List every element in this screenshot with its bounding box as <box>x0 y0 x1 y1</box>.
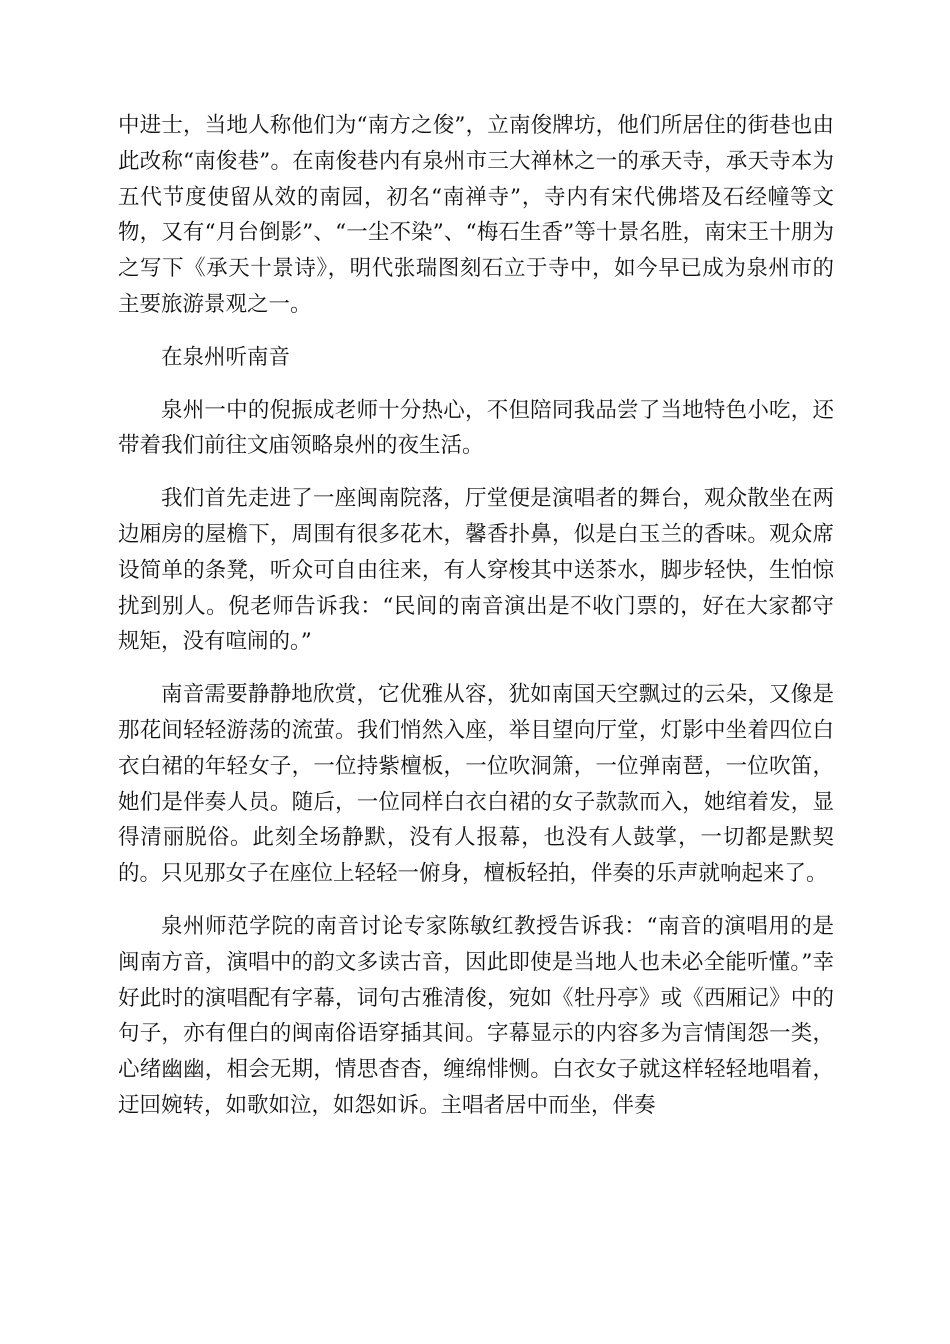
paragraph-chengtian-temple: 中进士，当地人称他们为“南方之俊”，立南俊牌坊，他们所居住的街巷也由此改称“南俊巷”。在南俊巷内有泉州市三大禅林之一的承天寺，承天寺本为五代节度使留从效的南园，初名“南禅寺”，寺内有宋代佛塔及石经幢等文物，又有“月台倒影”、“一尘不染”、“梅石生香”等十景名胜，南宋王十朋为之写下《承天十景诗》，明代张瑞图刻石立于寺中，如今早已成为泉州市的主要旅游景观之一。 <box>118 113 834 317</box>
paragraph-teacher-ni: 泉州一中的倪振成老师十分热心，不但陪同我品尝了当地特色小吃，还带着我们前往文庙领略泉州的夜生活。 <box>118 397 834 459</box>
document-page <box>118 108 834 1141</box>
paragraph-professor-chen: 泉州师范学院的南音讨论专家陈敏红教授告诉我：“南音的演唱用的是闽南方音，演唱中的韵文多读古音，因此即使是当地人也未必全能听懂。”幸好此时的演唱配有字幕，词句古雅清俊，宛如《牡丹亭》或《西厢记》中的句子，亦有俚白的闽南俗语穿插其间。字幕显示的内容多为言情闺怨一类，心绪幽幽，相会无期，情思杳杳，缠绵悱恻。白衣女子就这样轻轻地唱着，迂回婉转，如歌如泣，如怨如诉。主唱者居中而坐，伴奏 <box>118 913 834 1118</box>
paragraph-courtyard: 我们首先走进了一座闽南院落，厅堂便是演唱者的舞台，观众散坐在两边厢房的屋檐下，周围有很多花木，馨香扑鼻，似是白玉兰的香味。观众席设简单的条凳，听众可自由往来，有人穿梭其中送茶水，脚步轻快，生怕惊扰到别人。倪老师告诉我：“民间的南音演出是不收门票的，好在大家都守规矩，没有喧闹的。” <box>118 486 834 655</box>
section-heading: 在泉州听南音 <box>161 344 291 370</box>
paragraph-performance: 南音需要静静地欣赏，它优雅从容，犹如南国天空飘过的云朵，又像是那花间轻轻游荡的流萤。我们悄然入座，举目望向厅堂，灯影中坐着四位白衣白裙的年轻女子，一位持紫檀板，一位吹洞箫，一位弹南琶，一位吹笛，她们是伴奏人员。随后，一位同样白衣白裙的女子款款而入，她绾着发，显得清丽脱俗。此刻全场静默，没有人报幕，也没有人鼓掌，一切都是默契的。只见那女子在座位上轻轻一俯身，檀板轻拍，伴奏的乐声就响起来了。 <box>118 682 834 887</box>
